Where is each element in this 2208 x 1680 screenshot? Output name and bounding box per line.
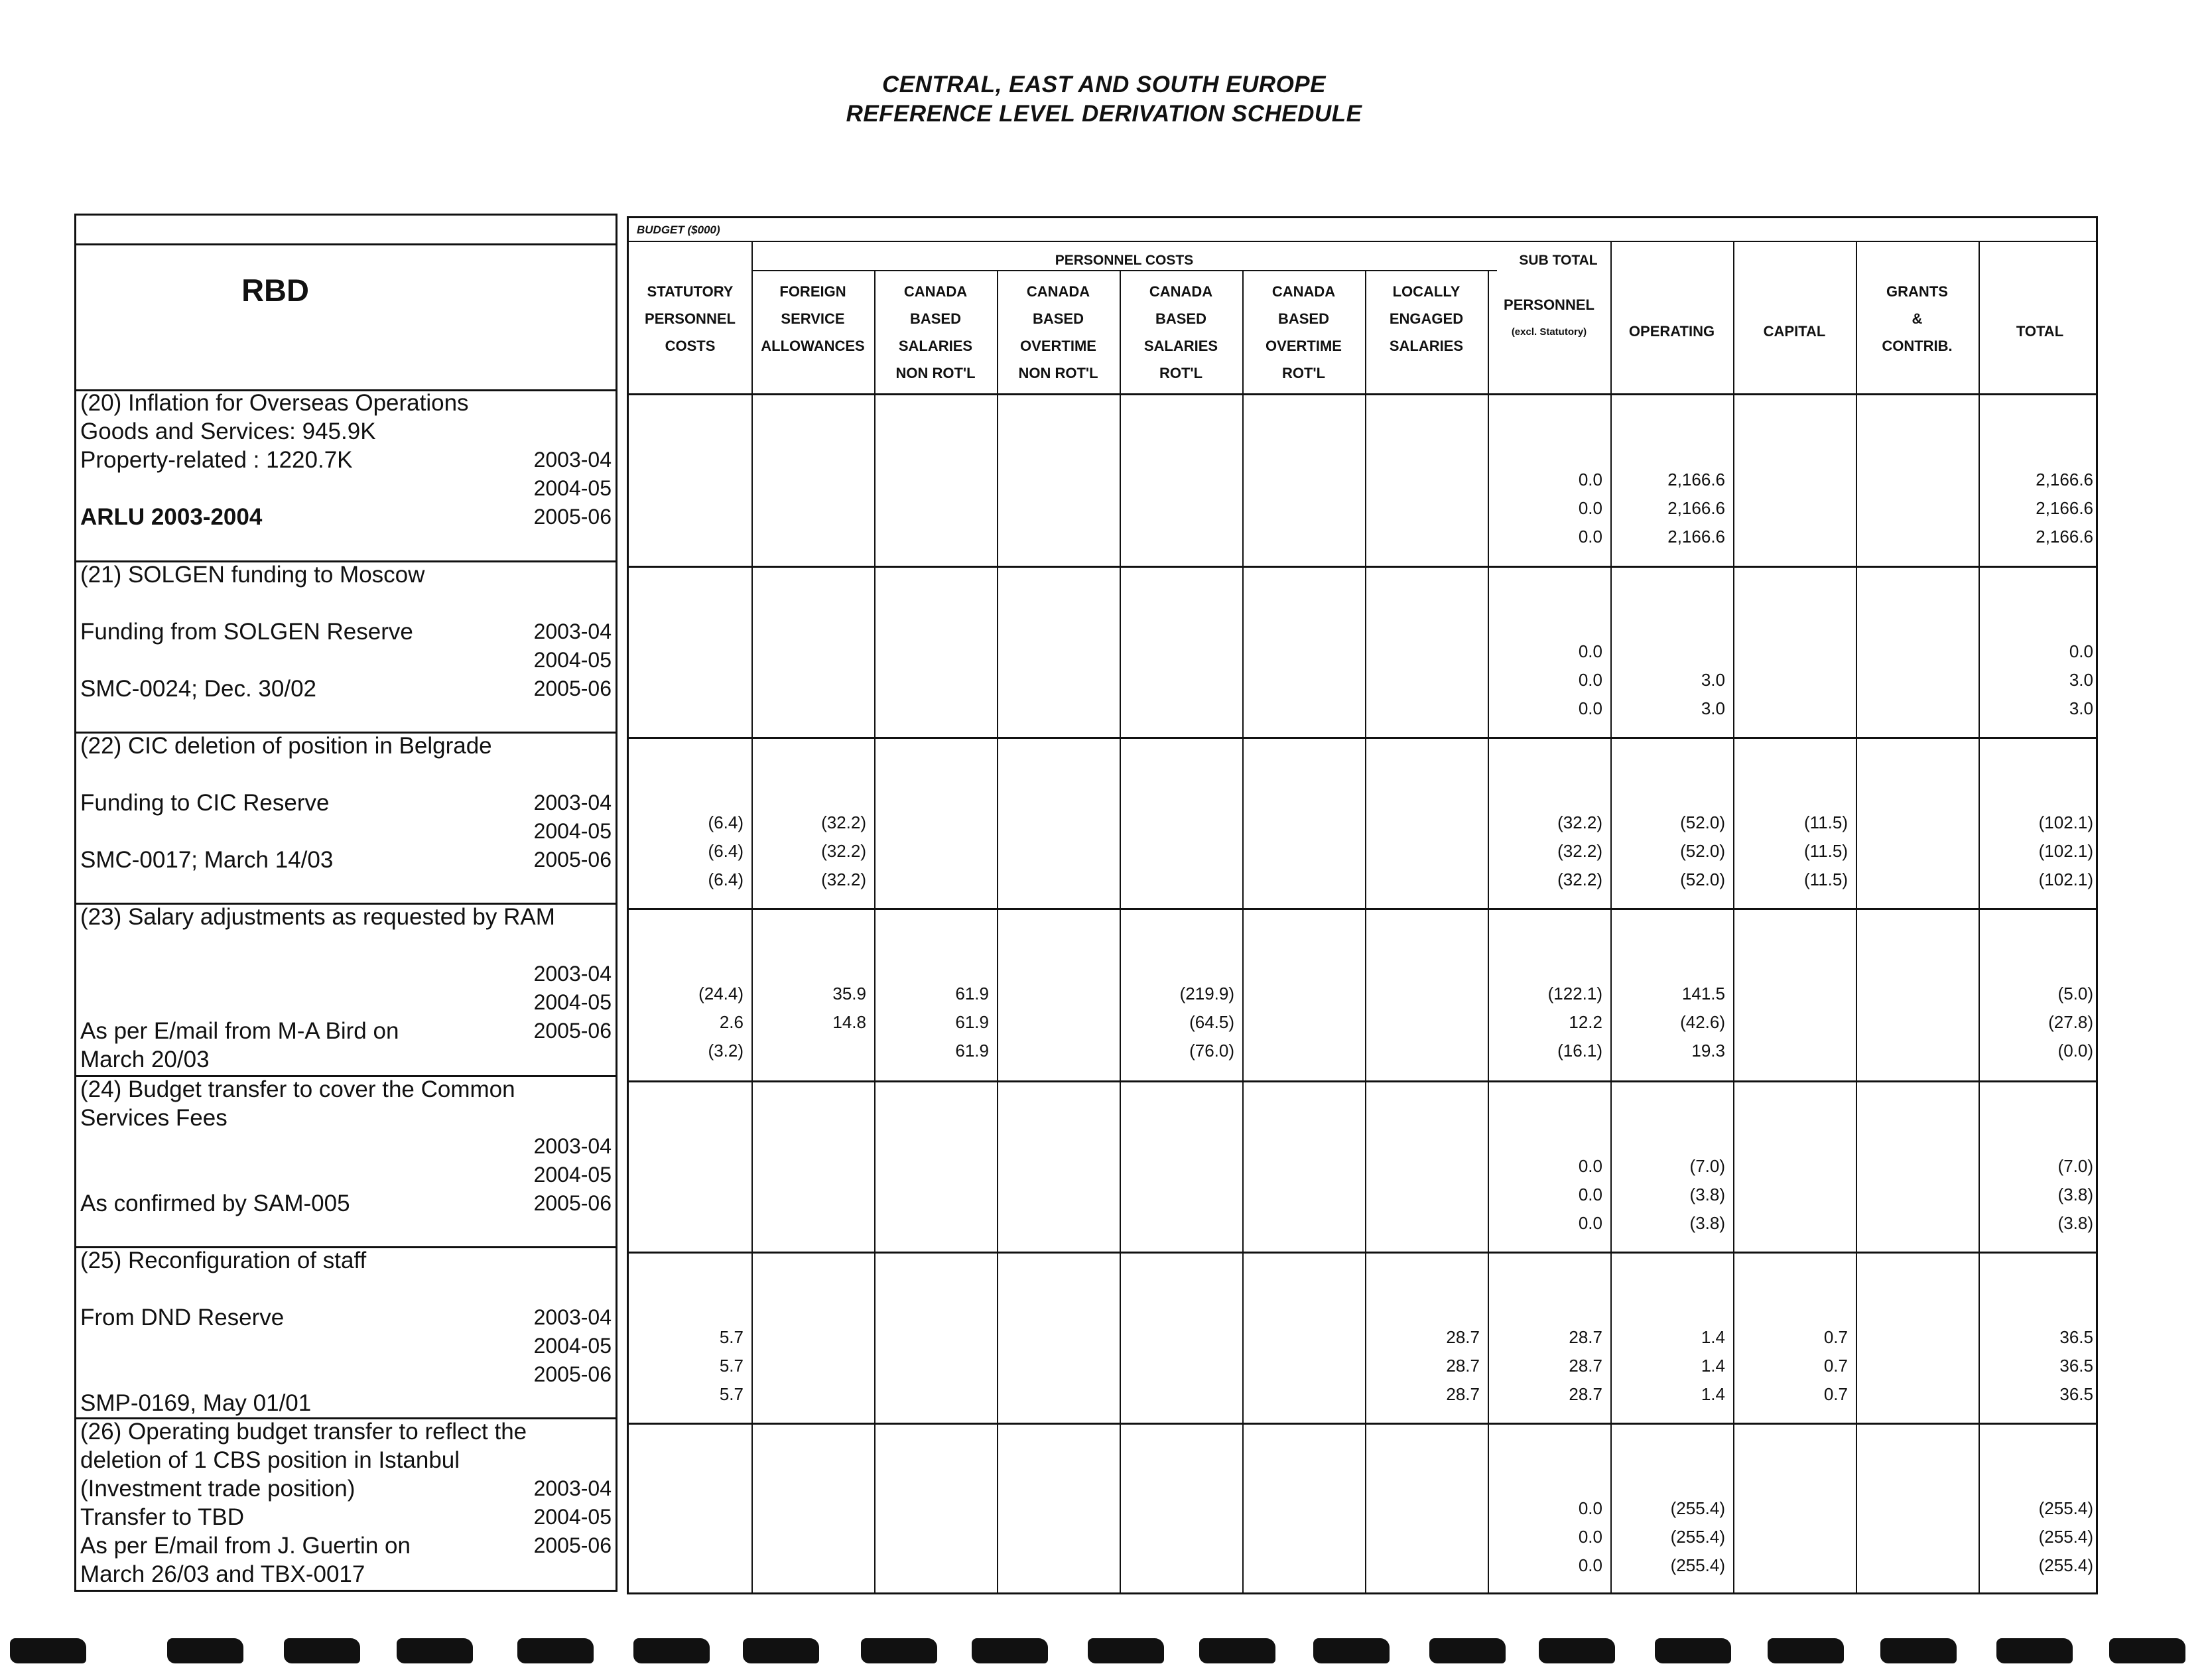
cell-fsa: (32.2) xyxy=(821,812,866,832)
column-header-sub xyxy=(1488,291,1610,346)
cell-sub: 0.0 xyxy=(1578,527,1602,547)
redaction-mark xyxy=(2109,1638,2185,1663)
fiscal-year: 2005-06 xyxy=(533,505,612,529)
section-text: As per E/mail from J. Guertin on xyxy=(80,1533,411,1559)
cell-op: 141.5 xyxy=(1681,984,1725,1003)
cell-sub: 12.2 xyxy=(1569,1012,1602,1032)
cell-sub: 0.0 xyxy=(1578,641,1602,661)
fiscal-year: 2003-04 xyxy=(533,962,612,986)
cell-tot: (255.4) xyxy=(2038,1527,2093,1547)
cell-op: (52.0) xyxy=(1680,812,1725,832)
column-header-line: TOTAL xyxy=(2016,323,2064,340)
cell-cbs_r: (219.9) xyxy=(1179,984,1234,1003)
fiscal-year: 2003-04 xyxy=(533,791,612,814)
cell-sub: 0.0 xyxy=(1578,498,1602,518)
column-header-line: NON ROT'L xyxy=(1018,365,1098,381)
cell-stat: (6.4) xyxy=(708,812,744,832)
fiscal-year: 2005-06 xyxy=(533,1362,612,1386)
section-text: Funding to CIC Reserve xyxy=(80,790,330,816)
cell-tot: (3.8) xyxy=(2057,1185,2093,1204)
column-header-line: ALLOWANCES xyxy=(761,338,865,354)
cell-stat: 5.7 xyxy=(719,1356,744,1376)
fiscal-year: 2004-05 xyxy=(533,990,612,1014)
section-text: SMC-0024; Dec. 30/02 xyxy=(80,676,317,702)
section-text: Transfer to TBD xyxy=(80,1504,245,1530)
cell-cap: (11.5) xyxy=(1804,870,1848,889)
fiscal-year: 2004-05 xyxy=(533,648,612,672)
column-header-line: SALARIES xyxy=(898,338,973,354)
cell-sub: 28.7 xyxy=(1569,1327,1602,1347)
column-header-tot xyxy=(1979,318,2101,345)
section-text: March 26/03 and TBX-0017 xyxy=(80,1561,365,1587)
cell-op: (42.6) xyxy=(1680,1012,1725,1032)
redaction-mark xyxy=(743,1638,819,1663)
column-header-line: CONTRIB. xyxy=(1882,338,1953,354)
cell-op: (255.4) xyxy=(1670,1555,1725,1575)
redaction-mark xyxy=(1313,1638,1390,1663)
column-header-line: SALARIES xyxy=(1389,338,1464,354)
column-header-cbs_nr xyxy=(874,278,997,387)
budget-label: BUDGET ($000) xyxy=(637,224,720,236)
cell-sub: 28.7 xyxy=(1569,1384,1602,1404)
rbd-label: RBD xyxy=(241,273,309,308)
redaction-mark xyxy=(1996,1638,2073,1663)
section-text: SMC-0017; March 14/03 xyxy=(80,847,334,873)
cell-sub: (32.2) xyxy=(1557,841,1602,861)
fiscal-year: 2005-06 xyxy=(533,1019,612,1043)
section-text: (23) Salary adjustments as requested by RAM xyxy=(80,904,555,930)
cell-cap: 0.7 xyxy=(1823,1327,1848,1347)
cell-sub: 0.0 xyxy=(1578,1213,1602,1233)
column-header-line: BASED xyxy=(909,310,961,327)
column-divider xyxy=(1856,241,1857,1592)
column-header-line: SALARIES xyxy=(1143,338,1218,354)
cell-op: 3.0 xyxy=(1701,670,1725,690)
redaction-mark xyxy=(1768,1638,1844,1663)
cell-tot: 2,166.6 xyxy=(2036,498,2093,518)
section-text: (20) Inflation for Overseas Operations xyxy=(80,390,469,416)
cell-tot: 36.5 xyxy=(2059,1356,2093,1376)
column-header-cbs_r xyxy=(1120,278,1242,387)
cell-les: 28.7 xyxy=(1446,1327,1480,1347)
cell-tot: 2,166.6 xyxy=(2036,470,2093,489)
cell-cbs_r: (76.0) xyxy=(1189,1041,1234,1061)
redaction-mark xyxy=(397,1638,473,1663)
cell-stat: (24.4) xyxy=(698,984,744,1003)
redaction-mark xyxy=(167,1638,243,1663)
cell-tot: (102.1) xyxy=(2038,841,2093,861)
cell-sub: (16.1) xyxy=(1557,1041,1602,1061)
fiscal-year: 2004-05 xyxy=(533,1163,612,1187)
column-header-line: COSTS xyxy=(665,338,716,354)
cell-op: 19.3 xyxy=(1691,1041,1725,1061)
column-header-line: PERSONNEL xyxy=(645,310,736,327)
fiscal-year: 2003-04 xyxy=(533,448,612,472)
fiscal-year: 2003-04 xyxy=(533,619,612,643)
column-header-line: CAPITAL xyxy=(1763,323,1826,340)
redaction-mark xyxy=(1539,1638,1615,1663)
column-header-les xyxy=(1365,278,1488,359)
fiscal-year: 2005-06 xyxy=(533,677,612,700)
cell-cbs_nr: 61.9 xyxy=(955,1041,989,1061)
section-text: March 20/03 xyxy=(80,1047,210,1072)
cell-tot: 36.5 xyxy=(2059,1327,2093,1347)
left-section xyxy=(76,903,616,1077)
description-panel xyxy=(74,214,617,1592)
cell-cap: (11.5) xyxy=(1804,841,1848,861)
cell-sub: 0.0 xyxy=(1578,698,1602,718)
cell-sub: 0.0 xyxy=(1578,1185,1602,1204)
column-header-cbo_r xyxy=(1242,278,1365,387)
column-header-line: LOCALLY xyxy=(1392,283,1461,300)
section-text: As per E/mail from M-A Bird on xyxy=(80,1018,399,1044)
page-title: CENTRAL, EAST AND SOUTH EUROPE xyxy=(881,72,1326,97)
cell-tot: 3.0 xyxy=(2069,670,2093,690)
cell-stat: 5.7 xyxy=(719,1384,744,1404)
section-text: Goods and Services: 945.9K xyxy=(80,419,376,444)
sub-total-label: SUB TOTAL xyxy=(1519,253,1598,268)
redaction-mark xyxy=(972,1638,1048,1663)
cell-cap: 0.7 xyxy=(1823,1356,1848,1376)
column-header-line: CANADA xyxy=(1271,283,1336,300)
cell-op: 2,166.6 xyxy=(1667,470,1725,489)
column-header-line: NON ROT'L xyxy=(895,365,976,381)
cell-cbs_nr: 61.9 xyxy=(955,984,989,1003)
column-divider xyxy=(1242,270,1244,1592)
cell-sub: (122.1) xyxy=(1547,984,1602,1003)
redaction-mark xyxy=(861,1638,937,1663)
cell-stat: (6.4) xyxy=(708,870,744,889)
cell-fsa: 35.9 xyxy=(832,984,866,1003)
left-section xyxy=(76,560,616,734)
column-header-stat xyxy=(629,278,751,359)
section-text: Funding from SOLGEN Reserve xyxy=(80,619,413,645)
section-text: Property-related : 1220.7K xyxy=(80,447,353,473)
section-text: (24) Budget transfer to cover the Common xyxy=(80,1076,515,1102)
fiscal-year: 2003-04 xyxy=(533,1134,612,1158)
left-section xyxy=(76,1075,616,1248)
column-header-line: & xyxy=(1912,310,1923,327)
section-text: Services Fees xyxy=(80,1105,227,1131)
fiscal-year: 2003-04 xyxy=(533,1476,612,1500)
cell-op: (7.0) xyxy=(1689,1156,1725,1176)
left-section xyxy=(76,1417,616,1590)
column-header-line: OVERTIME xyxy=(1266,338,1342,354)
column-header-line: OVERTIME xyxy=(1020,338,1096,354)
cell-op: (3.8) xyxy=(1689,1213,1725,1233)
fiscal-year: 2005-06 xyxy=(533,1533,612,1557)
fiscal-year: 2004-05 xyxy=(533,1505,612,1529)
section-text: deletion of 1 CBS position in Istanbul xyxy=(80,1447,460,1473)
cell-fsa: (32.2) xyxy=(821,841,866,861)
cell-op: (52.0) xyxy=(1680,870,1725,889)
cell-op: (255.4) xyxy=(1670,1498,1725,1518)
cell-tot: (0.0) xyxy=(2057,1041,2093,1061)
fiscal-year: 2005-06 xyxy=(533,848,612,872)
cell-fsa: 14.8 xyxy=(832,1012,866,1032)
cell-tot: (5.0) xyxy=(2057,984,2093,1003)
redaction-mark xyxy=(1199,1638,1275,1663)
cell-sub: 0.0 xyxy=(1578,1527,1602,1547)
column-header-line: SERVICE xyxy=(781,310,845,327)
cell-sub: 0.0 xyxy=(1578,670,1602,690)
right-header-divider xyxy=(629,393,2096,395)
redaction-mark xyxy=(633,1638,710,1663)
cell-tot: 0.0 xyxy=(2069,641,2093,661)
column-header-line: CANADA xyxy=(903,283,968,300)
redaction-mark xyxy=(1429,1638,1506,1663)
cell-tot: (255.4) xyxy=(2038,1555,2093,1575)
redaction-mark xyxy=(10,1638,86,1663)
redaction-mark xyxy=(284,1638,360,1663)
cell-op: 1.4 xyxy=(1701,1384,1725,1404)
left-section xyxy=(76,732,616,905)
fiscal-year: 2004-05 xyxy=(533,1334,612,1358)
column-divider xyxy=(874,270,876,1592)
cell-tot: (102.1) xyxy=(2038,870,2093,889)
fiscal-year: 2004-05 xyxy=(533,476,612,500)
column-header-line: CANADA xyxy=(1026,283,1090,300)
column-header-line: (excl. Statutory) xyxy=(1511,326,1587,338)
section-divider xyxy=(629,737,2096,739)
personnel-costs-label: PERSONNEL COSTS xyxy=(1055,253,1194,268)
cell-op: 1.4 xyxy=(1701,1356,1725,1376)
cell-tot: 3.0 xyxy=(2069,698,2093,718)
cell-cap: 0.7 xyxy=(1823,1384,1848,1404)
fiscal-year: 2004-05 xyxy=(533,819,612,843)
cell-cap: (11.5) xyxy=(1804,812,1848,832)
column-header-line: ROT'L xyxy=(1159,365,1203,381)
column-header-op xyxy=(1610,318,1733,345)
section-divider xyxy=(629,1080,2096,1082)
column-header-line: CANADA xyxy=(1149,283,1213,300)
section-text: SMP-0169, May 01/01 xyxy=(80,1390,312,1416)
section-text: (25) Reconfiguration of staff xyxy=(80,1248,367,1273)
cell-stat: (3.2) xyxy=(708,1041,744,1061)
cell-fsa: (32.2) xyxy=(821,870,866,889)
column-divider xyxy=(751,241,753,1592)
cell-tot: (102.1) xyxy=(2038,812,2093,832)
cell-sub: 0.0 xyxy=(1578,1498,1602,1518)
section-text: As confirmed by SAM-005 xyxy=(80,1191,350,1216)
personnel-costs-divider xyxy=(751,270,1497,271)
column-header-line: ENGAGED xyxy=(1389,310,1464,327)
section-text: From DND Reserve xyxy=(80,1305,285,1330)
column-header-line: STATUTORY xyxy=(647,283,734,300)
column-header-line: ROT'L xyxy=(1281,365,1326,381)
left-section xyxy=(76,1246,616,1419)
column-header-line: BASED xyxy=(1277,310,1329,327)
section-divider xyxy=(629,1252,2096,1254)
column-header-line: GRANTS xyxy=(1886,283,1948,300)
section-text: (26) Operating budget transfer to reflect the xyxy=(80,1419,527,1445)
cell-sub: 28.7 xyxy=(1569,1356,1602,1376)
cell-op: 1.4 xyxy=(1701,1327,1725,1347)
section-text: (Investment trade position) xyxy=(80,1476,356,1502)
fiscal-year: 2005-06 xyxy=(533,1191,612,1215)
page-subtitle: REFERENCE LEVEL DERIVATION SCHEDULE xyxy=(846,101,1362,127)
cell-tot: (27.8) xyxy=(2048,1012,2093,1032)
cell-tot: 36.5 xyxy=(2059,1384,2093,1404)
left-top-strip xyxy=(76,216,616,245)
column-divider xyxy=(1120,270,1121,1592)
redaction-mark xyxy=(517,1638,594,1663)
section-divider xyxy=(629,908,2096,910)
column-header-cbo_nr xyxy=(997,278,1120,387)
budget-divider xyxy=(629,241,2096,242)
column-header-line: BASED xyxy=(1155,310,1206,327)
column-header-line: PERSONNEL xyxy=(1504,296,1594,313)
cell-sub: 0.0 xyxy=(1578,1555,1602,1575)
column-header-cap xyxy=(1733,318,1856,345)
section-divider xyxy=(629,1423,2096,1425)
cell-op: 2,166.6 xyxy=(1667,527,1725,547)
section-text: ARLU 2003-2004 xyxy=(80,504,263,530)
column-divider xyxy=(997,270,998,1592)
cell-op: 3.0 xyxy=(1701,698,1725,718)
cell-op: 2,166.6 xyxy=(1667,498,1725,518)
cell-sub: 0.0 xyxy=(1578,1156,1602,1176)
redaction-mark xyxy=(1655,1638,1731,1663)
cell-cbs_r: (64.5) xyxy=(1189,1012,1234,1032)
section-text: (22) CIC deletion of position in Belgrade xyxy=(80,733,492,759)
redaction-mark xyxy=(1088,1638,1164,1663)
cell-sub: (32.2) xyxy=(1557,870,1602,889)
cell-sub: (32.2) xyxy=(1557,812,1602,832)
cell-tot: (3.8) xyxy=(2057,1213,2093,1233)
cell-op: (3.8) xyxy=(1689,1185,1725,1204)
column-header-fsa xyxy=(751,278,874,359)
cell-tot: 2,166.6 xyxy=(2036,527,2093,547)
budget-panel xyxy=(627,216,2098,1594)
section-divider xyxy=(629,566,2096,568)
cell-op: (52.0) xyxy=(1680,841,1725,861)
left-section xyxy=(76,389,616,562)
cell-stat: (6.4) xyxy=(708,841,744,861)
cell-tot: (7.0) xyxy=(2057,1156,2093,1176)
redaction-mark xyxy=(1880,1638,1957,1663)
cell-stat: 2.6 xyxy=(719,1012,744,1032)
cell-cbs_nr: 61.9 xyxy=(955,1012,989,1032)
column-header-line: BASED xyxy=(1032,310,1084,327)
cell-les: 28.7 xyxy=(1446,1384,1480,1404)
cell-les: 28.7 xyxy=(1446,1356,1480,1376)
fiscal-year: 2003-04 xyxy=(533,1305,612,1329)
section-text: (21) SOLGEN funding to Moscow xyxy=(80,562,425,588)
column-header-line: FOREIGN xyxy=(779,283,846,300)
column-header-line: OPERATING xyxy=(1628,323,1715,340)
cell-stat: 5.7 xyxy=(719,1327,744,1347)
cell-sub: 0.0 xyxy=(1578,470,1602,489)
cell-tot: (255.4) xyxy=(2038,1498,2093,1518)
cell-op: (255.4) xyxy=(1670,1527,1725,1547)
column-header-gc xyxy=(1856,278,1979,359)
